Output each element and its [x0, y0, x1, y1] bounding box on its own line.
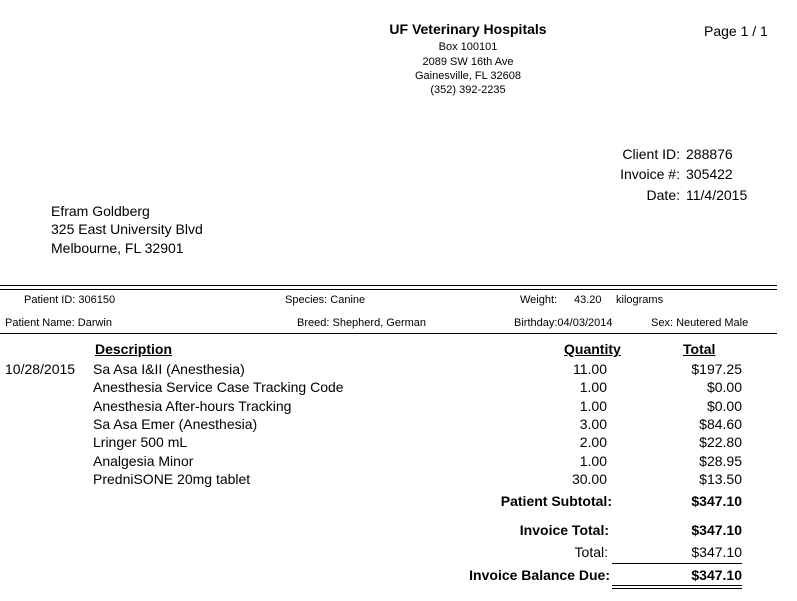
total-value: $347.10 [691, 544, 742, 560]
total-label: Total: [574, 544, 608, 560]
weight-unit: kilograms [616, 294, 664, 306]
hospital-phone: (352) 392-2235 [430, 84, 506, 96]
item-total: $28.95 [699, 453, 742, 469]
species-value: Canine [330, 294, 366, 306]
subtotal-value: $347.10 [691, 493, 742, 509]
item-total: $197.25 [691, 361, 742, 377]
item-quantity: 1.00 [579, 398, 607, 414]
item-total: $22.80 [699, 434, 742, 450]
item-total: $0.00 [706, 379, 742, 395]
hospital-street: 2089 SW 16th Ave [422, 56, 514, 68]
patient-sex [651, 317, 748, 329]
divider-top-2 [0, 289, 777, 290]
sex-value: Neutered Male [676, 317, 749, 329]
invoice-number-value: 305422 [686, 166, 733, 182]
invoice-number-label: Invoice #: [620, 166, 680, 182]
patient-id [24, 294, 115, 306]
item-description: Anesthesia After-hours Tracking [93, 398, 292, 414]
patient-name-value: Darwin [77, 317, 112, 329]
breed-label: Breed: [297, 317, 330, 329]
item-description: Lringer 500 mL [93, 434, 188, 450]
patient-species [285, 294, 365, 306]
weight-value: 43.20 [574, 294, 602, 306]
client-street: 325 East University Blvd [51, 221, 203, 237]
birthday-label: Birthday: [514, 317, 558, 329]
hospital-name: UF Veterinary Hospitals [389, 21, 547, 37]
item-quantity: 3.00 [579, 416, 607, 432]
item-quantity: 30.00 [571, 471, 607, 487]
hospital-city: Gainesville, FL 32608 [415, 70, 521, 82]
species-label: Species: [285, 294, 328, 306]
item-total: $84.60 [699, 416, 742, 432]
patient-id-value: 306150 [78, 294, 116, 306]
item-total: $13.50 [699, 471, 742, 487]
divider-top-1 [0, 285, 777, 286]
weight-label: Weight: [520, 294, 558, 306]
item-description: Analgesia Minor [93, 453, 194, 469]
item-quantity: 2.00 [579, 434, 607, 450]
subtotal-label: Patient Subtotal: [500, 493, 612, 509]
item-description: Anesthesia Service Case Tracking Code [93, 379, 344, 395]
total-rule [612, 563, 742, 564]
header-total: Total [683, 341, 716, 357]
client-name: Efram Goldberg [51, 203, 150, 219]
balance-rule-2 [612, 588, 742, 589]
patient-name [5, 317, 112, 329]
patient-breed [297, 317, 426, 329]
sex-label: Sex: [651, 317, 674, 329]
patient-birthday [514, 317, 612, 329]
invoice-total-value: $347.10 [691, 522, 742, 538]
item-description: Sa Asa I&II (Anesthesia) [93, 361, 245, 377]
balance-due-value: $347.10 [691, 567, 742, 583]
invoice-date-label: Date: [646, 187, 680, 203]
invoice-total-label: Invoice Total: [519, 522, 609, 538]
balance-rule-1 [612, 585, 742, 586]
header-quantity: Quantity [564, 341, 621, 357]
item-quantity: 11.00 [573, 361, 607, 377]
hospital-box: Box 100101 [438, 41, 498, 53]
birthday-value: 04/03/2014 [557, 317, 613, 329]
client-city: Melbourne, FL 32901 [51, 240, 184, 256]
client-id-label: Client ID: [622, 146, 680, 162]
item-quantity: 1.00 [579, 453, 607, 469]
service-date: 10/28/2015 [5, 361, 76, 377]
page-number: Page 1 / 1 [704, 23, 768, 39]
balance-due-label: Invoice Balance Due: [469, 567, 610, 583]
divider-patient-bottom [0, 333, 777, 334]
client-id-value: 288876 [686, 146, 733, 162]
item-total: $0.00 [706, 398, 742, 414]
breed-value: Shepherd, German [332, 317, 427, 329]
header-description: Description [95, 341, 173, 357]
item-description: Sa Asa Emer (Anesthesia) [93, 416, 258, 432]
item-description: PredniSONE 20mg tablet [93, 471, 251, 487]
item-quantity: 1.00 [579, 379, 607, 395]
invoice-date-value: 11/4/2015 [686, 187, 748, 203]
patient-name-label: Patient Name: [5, 317, 75, 329]
patient-id-label: Patient ID: [24, 294, 76, 306]
